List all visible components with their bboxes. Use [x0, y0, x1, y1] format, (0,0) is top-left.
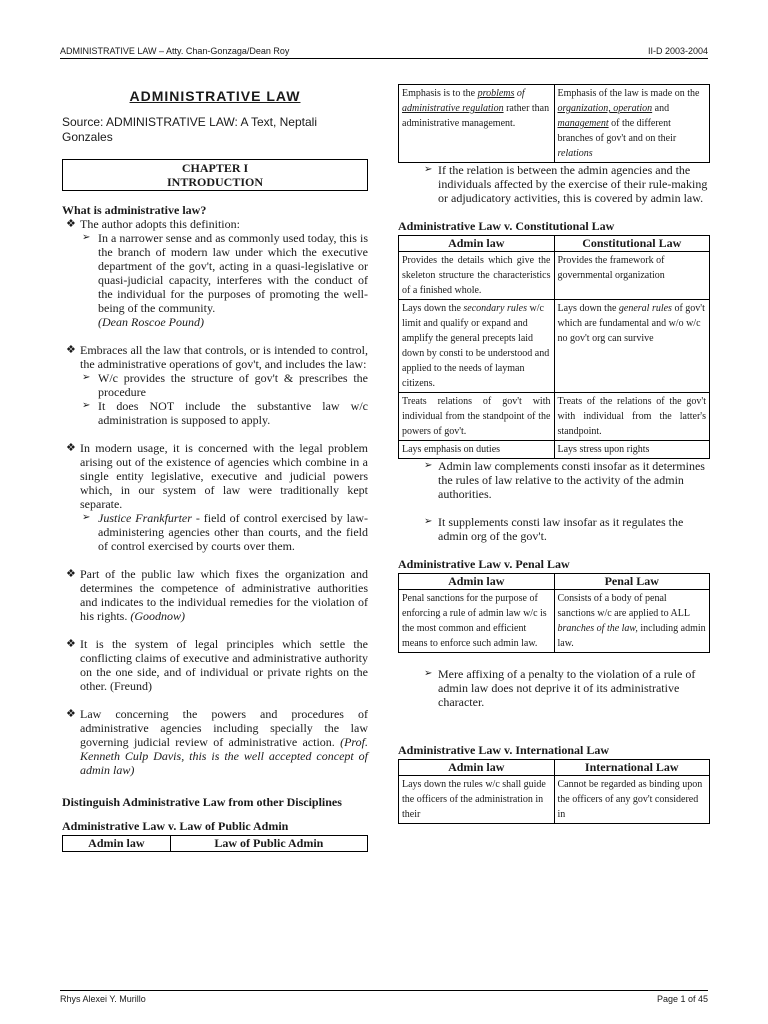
table-cell: Emphasis of the law is made on the organization, operation and management of the different branches of gov't and on their relations: [554, 85, 710, 163]
chapter-number: CHAPTER I: [181, 161, 249, 175]
table-cell: Lays down the rules w/c shall guide the officers of the administration in their: [399, 776, 555, 824]
document-title: ADMINISTRATIVE LAW: [129, 88, 301, 104]
question-heading: What is administrative law?: [62, 203, 207, 217]
bullet-item: ❖ In modern usage, it is concerned with the legal problem arising out of the existence of agencies which combine in a single entity legislative, executive and judicial powers which, in our system of law were traditionally kept separate.: [66, 441, 368, 511]
table-cell: Consists of a body of penal sanctions w/c are applied to ALL branches of the law, including admin law.: [554, 590, 710, 653]
footer-author: Rhys Alexei Y. Murillo: [60, 994, 146, 1004]
table-header-cell: Admin law: [399, 574, 555, 590]
citation: (Goodnow): [130, 609, 186, 623]
sub-bullet-item: ➢ W/c provides the structure of gov't & prescribes the procedure: [82, 371, 368, 399]
table-cell: Provides the details which give the skeleton structure the characteristics of a finished whole.: [399, 252, 555, 300]
bullet-item: ❖ The author adopts this definition:: [66, 217, 240, 231]
table-cell: Emphasis is to the problems of administrative regulation rather than administrative management.: [399, 85, 555, 163]
arrow-bullet-icon: ➢: [82, 372, 91, 383]
sub-bullet-item: ➢ It does NOT include the substantive law w/c administration is supposed to apply.: [82, 399, 368, 427]
sub-bullet-item: ➢ Mere affixing of a penalty to the violation of a rule of admin law does not deprive it of its administrative character.: [424, 667, 696, 709]
arrow-bullet-icon: ➢: [424, 516, 433, 527]
comparison-table: [62, 835, 368, 852]
page-header: [60, 46, 708, 59]
citation: (Prof. Kenneth Culp Davis, this is the well accepted concept of admin law): [80, 735, 368, 777]
table-cell: Lays down the general rules of gov't which are fundamental and w/o w/c no gov't org can survive: [554, 300, 710, 393]
arrow-bullet-icon: ➢: [82, 232, 91, 243]
diamond-bullet-icon: ❖: [66, 708, 76, 720]
arrow-bullet-icon: ➢: [424, 460, 433, 471]
sub-bullet-item: ➢ It supplements consti law insofar as it regulates the admin org of the gov't.: [424, 515, 684, 543]
table-cell: Provides the framework of governmental organization: [554, 252, 710, 300]
section-heading: Administrative Law v. Penal Law: [398, 557, 570, 571]
diamond-bullet-icon: ❖: [66, 442, 76, 454]
sub-bullet-item: ➢ Admin law complements consti insofar as it determines the rules of law relative to the activity of the admin authorities.: [424, 459, 705, 501]
chapter-title: INTRODUCTION: [166, 175, 263, 189]
bullet-item: ❖ Law concerning the powers and procedures of administrative agencies including specially the law governing judicial review of administrative action. (Prof. Kenneth Culp Davis, this is the well accepted concept of admin law): [66, 707, 368, 777]
table-cell: Cannot be regarded as binding upon the officers of any gov't considered in: [554, 776, 710, 824]
table-header-cell: Admin law: [399, 760, 555, 776]
source-line: Source: ADMINISTRATIVE LAW: A Text, Neptali Gonzales: [62, 115, 317, 144]
sub-bullet-item: ➢ If the relation is between the admin agencies and the individuals affected by the exercise of their rule-making or adjudicatory activities, this is covered by admin law.: [424, 163, 708, 205]
diamond-bullet-icon: ❖: [66, 218, 76, 230]
section-heading: Administrative Law v. International Law: [398, 743, 610, 757]
arrow-bullet-icon: ➢: [424, 164, 433, 175]
comparison-table-continued: [398, 84, 710, 163]
chapter-box: [62, 159, 368, 191]
table-cell: Treats of the relations of the gov't with individual from the latter's standpoint.: [554, 393, 710, 441]
sub-bullet-item: ➢ Justice Frankfurter - field of control exercised by law-administering agencies other than courts, and the field of control exercised by courts over them.: [82, 511, 368, 553]
comparison-table: [398, 573, 710, 653]
bullet-item: ❖ Part of the public law which fixes the organization and determines the competence of administrative authorities and indicates to the individual remedies for the violation of his rights. (Goodnow): [66, 567, 368, 623]
left-column: [62, 84, 368, 852]
right-column: [398, 84, 710, 824]
page-footer: [60, 990, 708, 1004]
comparison-table: [398, 235, 710, 459]
citation: (Dean Roscoe Pound): [98, 315, 204, 329]
table-cell: Penal sanctions for the purpose of enforcing a rule of admin law w/c is the most common and efficient means to enforce such admin law.: [399, 590, 555, 653]
table-cell: Lays emphasis on duties: [399, 441, 555, 459]
arrow-bullet-icon: ➢: [82, 400, 91, 411]
diamond-bullet-icon: ❖: [66, 638, 76, 650]
arrow-bullet-icon: ➢: [82, 512, 91, 523]
bullet-item: ❖ Embraces all the law that controls, or is intended to control, the administrative operations of gov't, and includes the law:: [66, 343, 368, 371]
bullet-item: ❖ It is the system of legal principles which settle the conflicting claims of executive and administrative authority on the one side, and of individual or private rights on the other. (Freund): [66, 637, 368, 693]
table-header-cell: Law of Public Admin: [170, 836, 367, 852]
section-heading: Administrative Law v. Constitutional Law: [398, 219, 615, 233]
table-header-cell: Admin law: [399, 236, 555, 252]
page-number: Page 1 of 45: [656, 994, 708, 1004]
table-cell: Lays down the secondary rules w/c limit and qualify or expand and amplify the general precepts laid down by consti to be understood and applied to the needs of layman citizens.: [399, 300, 555, 393]
table-cell: Treats relations of gov't with individual from the standpoint of the powers of gov't.: [399, 393, 555, 441]
diamond-bullet-icon: ❖: [66, 344, 76, 356]
diamond-bullet-icon: ❖: [66, 568, 76, 580]
header-term: II-D 2003-2004: [647, 46, 708, 56]
table-header-cell: Constitutional Law: [554, 236, 710, 252]
arrow-bullet-icon: ➢: [424, 668, 433, 679]
section-heading: Distinguish Administrative Law from other Disciplines: [62, 795, 342, 809]
table-cell: Lays stress upon rights: [554, 441, 710, 459]
sub-bullet-item: ➢ In a narrower sense and as commonly used today, this is the branch of modern law under which the executive department of the gov't, acting in a quasi-legislative or quasi-judicial capacity, interferes with the conduct of the individual for the purposes of promoting the well-being of the community. (Dean Roscoe Pound): [82, 231, 368, 329]
table-header-cell: Penal Law: [554, 574, 710, 590]
section-heading: Administrative Law v. Law of Public Admin: [62, 819, 289, 833]
table-header-cell: Admin law: [63, 836, 171, 852]
header-title: ADMINISTRATIVE LAW – Atty. Chan-Gonzaga/Dean Roy: [60, 46, 290, 56]
table-header-cell: International Law: [554, 760, 710, 776]
comparison-table: [398, 759, 710, 824]
